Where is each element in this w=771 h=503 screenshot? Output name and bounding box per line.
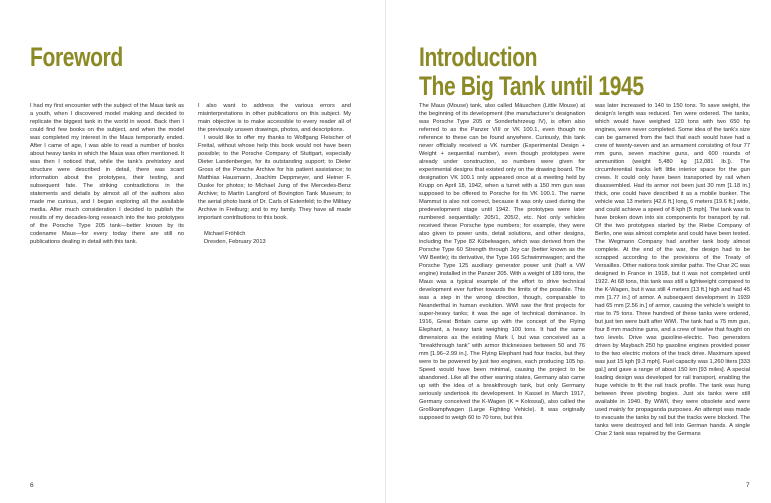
author-name: Michael Fröhlich (204, 231, 246, 237)
foreword-paragraph: I would like to offer my thanks to Wolfgang Fleischer of Freital, without whose help this book would not have been possible; to the Porsche Company of Stuttgart, especially Dieter Landenberger, for its outstanding support; to Dieter Gross of the Porsche Archive for his patient assistance; to Matthias Hausmann, Joachim Deppmeyer, and Heiner F. Duske for photos; to Michael Jung of the Mercedes-Benz Archive; to Martin Langford of Bovington Tank Museum; to the aerial photo bank of Dr. Carls of Estenfeld; to the Military Archive in Freiburg; and to my family. They have all made important contributions to this book. (198, 135, 351, 221)
page-title-introduction: Introduction (419, 42, 538, 72)
page-number-right: 7 (746, 482, 750, 489)
intro-column-2 (595, 102, 750, 494)
page-subtitle: The Big Tank until 1945 (419, 71, 644, 101)
place-date: Dresden, February 2013 (204, 239, 266, 245)
left-page (0, 0, 385, 503)
foreword-paragraph: I also want to address the various errors and misinterpretations in other publications on this subject. My main objective is to make accessible to every reader all of the previously unseen drawings, photos, and descriptions. (198, 103, 351, 133)
foreword-column-1 (30, 102, 184, 442)
intro-paragraph: The Maus (Mouse) tank, also called Mäuschen (Little Mouse) at the beginning of its development (the manufacturer’s designation was Porsche Type 205 or Sonderfahrzeug IV), is often also referred to as the Panzer VIII or VK 100.1, even though no reference to these can be found anywhere. Curiously, this tank never officially received a VK number (Experimental Design + Weight + sequential number), even though prototypes were already under construction, so numbers were given for experimental designs that existed only on the drawing board. The designation VK 100.1 only appeared once at a meeting held by Krupp on April 18, 1942, when a turret with a 150 mm gun was supposed to be offered to Porsche for its VK 100.1. The name Mammut is also not correct, because it was only used during the predevelopment stage until 1942. The prototypes were later numbered sequentially: 205/1, 205/2, etc. Not only vehicles received these Porsche type numbers; for example, they were also given to power units, detail solutions, and other designs, including the Type 82 Kübelwagen, which was derived from the Porsche Type 60 Strength through Joy car (better known as the VW Beetle); its derivative, the Type 166 Schwimmwagen; and the Porsche Type 125 auxiliary generator power unit (half a VW engine) installed in the Panzer 205. With a weight of 189 tons, the Maus was a typical example of the effort to drive technical development ever further towards the limits of the possible. This was a step in the wrong direction, though, comparable to Neanderthal in human evolution. WWI saw the first projects for super-heavy tanks; it was the age of technical dominance. In 1916, Great Britain came up with the concept of the Flying Elephant, a heavy tank weighing 100 tons. It had the same dimensions as the existing Mark I, but was conceived as a “breakthrough tank” with armor thicknesses between 50 and 76 mm [1.96–2.99 in.]. The Flying Elephant had four tracks, but they were to be powered by just two engines, each producing 105 hp. Speed would have been minimal, causing the project to be abandoned. Like all the other warring states, Germany also came up with the idea of a breakthrough tank, but only Germany seriously undertook its development. In Kassel in March 1917, Germany conceived the K-Wagen (K = Kolossal), also called the Großkampfwagen (Large Fighting Vehicle). It was originally supposed to weigh 60 to 70 tons, but this (419, 103, 585, 421)
foreword-column-2 (198, 102, 351, 245)
page-title-foreword: Foreword (30, 42, 123, 72)
page-number-left: 6 (30, 482, 34, 489)
right-page (386, 0, 771, 503)
foreword-paragraph: I had my first encounter with the subject of the Maus tank as a youth, when I discovered model making and decided to replicate the biggest tank in the world in wood. Back then I could find few books on the subject, and when the model was completed my interest in the Maus temporarily ended. After I came of age, I was able to read a number of books about heavy tanks in which the Maus was often mentioned. It was then I noticed that, while the tank’s prehistory and structure were described in detail, there was scant information about the prototypes, their testing, and subsequent fate. The striking contradictions in the statements and details by almost all of the authors also made me curious, and I began exploring all the available media. After much consideration I decided to publish the results of my decades-long research into the two prototypes of the Porsche Type 205 tank—better known by its codename Maus—for every today there are still no publications dealing in detail with this tank. (30, 103, 184, 245)
signature-block (198, 230, 351, 246)
intro-column-1 (419, 102, 585, 494)
intro-paragraph: was later increased to 140 to 150 tons. To save weight, the design’s length was reduced. Ten were ordered. The tanks, which would have weighed 120 tons with two 650 hp engines, were never completed. Some idea of the tank’s size can be garnered from the fact that each would have had a crew of twenty-seven and an armament consisting of four 77 mm guns, seven machine guns, and 600 rounds of ammunition (weight 5,480 kg [12,081 lb.]). The circumferential tracks left little interior space for the gun crews. It could only have been transported by rail when disassembled. Had its armor not been just 30 mm [1.18 in.] thick, one could have described it as a mobile bunker. The vehicle was 13 meters [42.6 ft.] long, 6 meters [19.6 ft.] wide, and could achieve a speed of 8 kph [5 mph]. The tank was to have broken down into six components for transport by rail. Of the two prototypes started by the Riebe Company of Berlin, one was almost complete and could have been tested. The Wegmann Company had another tank body almost complete. At the end of the war, the design had to be scrapped according to the provisions of the Treaty of Versailles. Other nations took similar paths. The Char 2C was designed in France in 1918, but it was not completed until 1922. At 68 tons, this tank was still a lightweight compared to the K-Wagen, but it was still 4 meters [13 ft.] high and had 45 mm [1.77 in.] of armor. A subsequent development in 1939 had 65 mm [2.56 in.] of armor, causing the vehicle’s weight to rise to 75 tons. Three hundred of these tanks were ordered, but just ten were built after WWI. The tank had a 75 mm gun, four 8 mm machine guns, and a crew of twelve that fought on two levels. Drive was gasoline-electric. Two generators driven by Maybach 250 hp gasoline engines provided power to the two electric motors of the track drive. Maximum speed was just 15 kph [9.3 mph]. Fuel capacity was 1,260 liters [333 gal.] and gave a range of about 150 km [93 miles]. A special loading design was developed for rail transport, enabling the huge vehicle to fit the rail track profile. The tank was hung between three pivoting bogies. Just six tanks were still available in 1940. By WWII, they were obsolete and were used mainly for propaganda purposes. An attempt was made to evacuate the tanks by rail but the tracks were blocked. The tanks were destroyed and fell into German hands. A single Char 2 tank was repaired by the Germans (595, 103, 750, 437)
